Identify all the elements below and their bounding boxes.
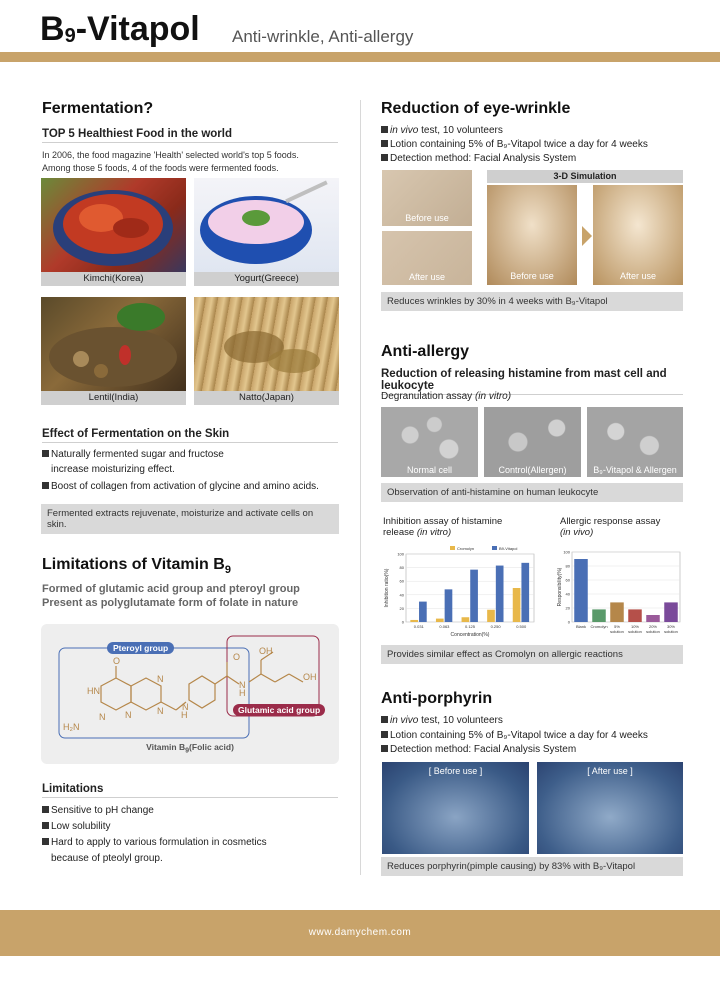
response-bar bbox=[592, 609, 606, 622]
bar-vitapol bbox=[521, 563, 529, 622]
yogurt-photo bbox=[194, 178, 339, 286]
atom-label: OH bbox=[303, 672, 317, 682]
natto-photo bbox=[194, 297, 339, 405]
atom-label: N bbox=[125, 710, 132, 720]
lentil-photo bbox=[41, 297, 186, 405]
bar-cromolyn bbox=[436, 619, 444, 622]
y-tick-label: 20 bbox=[399, 605, 404, 611]
bar-cromolyn bbox=[487, 610, 495, 622]
effect-bullet: Boost of collagen from activation of glycine and amino acids. bbox=[42, 479, 319, 494]
x-tick-label: Blank bbox=[575, 624, 587, 629]
porphyrin-bullet: Lotion containing 5% of B₉-Vitapol twice a day for 4 weeks bbox=[381, 728, 648, 743]
effect-bullet-cont: increase moisturizing effect. bbox=[51, 464, 175, 475]
y-tick-label: 40 bbox=[565, 591, 570, 597]
porphyrin-bullet: in vivo test, 10 volunteers bbox=[381, 713, 503, 728]
fermentation-para-1: In 2006, the food magazine 'Health' selected world's top 5 foods. bbox=[42, 150, 299, 160]
chart2-title: Allergic response assay (in vivo) bbox=[560, 516, 661, 538]
atom-label: OH bbox=[259, 646, 273, 656]
eye-wrinkle-bullet: in vivo test, 10 volunteers bbox=[381, 123, 503, 138]
3d-simulation-title: 3-D Simulation bbox=[487, 170, 683, 183]
y-tick-label: 80 bbox=[565, 563, 570, 569]
histamine-inhibition-chart bbox=[382, 542, 542, 642]
y-tick-label: 80 bbox=[399, 565, 404, 571]
atom-label: N bbox=[239, 680, 246, 690]
plot-area bbox=[572, 552, 680, 622]
porphyrin-after-photo: [ After use ] bbox=[537, 762, 683, 854]
limitations-title: Limitations bbox=[42, 783, 338, 798]
food-caption: Kimchi(Korea) bbox=[41, 272, 186, 286]
atom-label: N bbox=[157, 706, 164, 716]
atom-label: N bbox=[99, 712, 106, 722]
limitation-bullet-cont: because of pteolyl group. bbox=[51, 853, 163, 864]
bar-vitapol bbox=[419, 602, 427, 622]
atom-label: N bbox=[157, 674, 164, 684]
before-use-skin-photo: Before use bbox=[382, 170, 472, 226]
eye-wrinkle-title: Reduction of eye-wrinkle bbox=[381, 100, 571, 117]
y-axis-label: Responsibility(%) bbox=[557, 567, 563, 607]
response-bar bbox=[574, 559, 588, 622]
x-tick-label: 10% bbox=[630, 624, 640, 629]
bar-cromolyn bbox=[462, 617, 470, 622]
atom-label: H bbox=[239, 688, 246, 698]
y-tick-label: 100 bbox=[563, 549, 570, 555]
x-tick-label: 30% bbox=[666, 624, 676, 629]
anti-porphyrin-title: Anti-porphyrin bbox=[381, 690, 493, 707]
limitation-bullet: Sensitive to pH change bbox=[42, 803, 154, 818]
x-tick-label: 0.063 bbox=[439, 624, 450, 629]
3d-after-photo: After use bbox=[593, 185, 683, 285]
x-tick-label: 20% bbox=[648, 624, 658, 629]
degranulation-label: Degranulation assay (in vitro) bbox=[381, 391, 512, 402]
eye-wrinkle-bullet: Lotion containing 5% of B₉-Vitapol twice a day for 4 weeks bbox=[381, 137, 648, 152]
limitation-bullet: Hard to apply to various formulation in cosmetics bbox=[42, 835, 267, 850]
x-tick-label: solution bbox=[664, 629, 678, 634]
response-bar bbox=[610, 602, 624, 622]
control-allergen-photo: Control(Allergen) bbox=[484, 407, 581, 477]
food-caption: Yogurt(Greece) bbox=[194, 272, 339, 286]
chart1-title: Inhibition assay of histamine release (in vitro) bbox=[383, 516, 503, 538]
bar-vitapol bbox=[470, 570, 478, 622]
x-tick-label: 0.031 bbox=[413, 624, 424, 629]
y-tick-label: 0 bbox=[567, 619, 570, 625]
atom-label: HN bbox=[87, 686, 100, 696]
b9-description-1: Formed of glutamic acid group and pteroyl group bbox=[42, 583, 300, 595]
porphyrin-bullet: Detection method: Facial Analysis System bbox=[381, 742, 576, 757]
porphyrin-before-photo: [ Before use ] bbox=[382, 762, 529, 854]
x-tick-label: 0.125 bbox=[464, 624, 476, 629]
y-tick-label: 0 bbox=[401, 619, 404, 625]
limitations-b9-title: Limitations of Vitamin $B_9$ bbox=[42, 556, 231, 577]
anti-allergy-title: Anti-allergy bbox=[381, 343, 470, 360]
y-tick-label: 100 bbox=[397, 551, 404, 557]
bar-vitapol bbox=[445, 589, 453, 622]
vitapol-allergen-photo: B₉-Vitapol & Allergen bbox=[587, 407, 683, 477]
y-tick-label: 60 bbox=[565, 577, 570, 583]
normal-cell-photo: Normal cell bbox=[381, 407, 478, 477]
y-axis-label: Inhibition ratio(%) bbox=[384, 568, 390, 608]
header-accent-bar bbox=[0, 52, 720, 62]
folic-acid-structure bbox=[41, 624, 339, 764]
effect-title: Effect of Fermentation on the Skin bbox=[42, 428, 338, 443]
glutamic-group-label: Glutamic acid group bbox=[233, 704, 325, 716]
y-tick-label: 60 bbox=[399, 578, 404, 584]
food-caption: Natto(Japan) bbox=[194, 391, 339, 405]
top5-subtitle: TOP 5 Healthiest Food in the world bbox=[42, 128, 338, 143]
atom-label: H₂N bbox=[63, 722, 80, 732]
eye-wrinkle-bullet: Detection method: Facial Analysis System bbox=[381, 151, 576, 166]
column-divider bbox=[360, 100, 361, 875]
molecule-caption: Vitamin $B_9(Folic$ acid) bbox=[146, 742, 234, 755]
effect-bullet: Naturally fermented sugar and fructose bbox=[42, 447, 224, 462]
legend-swatch bbox=[450, 546, 455, 550]
x-tick-label: Cromolyn bbox=[590, 624, 608, 629]
b9-description-2: Present as polyglutamate form of folate in nature bbox=[42, 597, 299, 609]
brand-title: $B_9$-Vitapol bbox=[40, 10, 200, 48]
x-axis-label: Concentration(%) bbox=[450, 632, 490, 638]
limitation-bullet: Low solubility bbox=[42, 819, 110, 834]
pteroyl-group-label: Pteroyl group bbox=[107, 642, 174, 654]
anti-allergy-subtitle: Reduction of releasing histamine from mast cell and leukocyte bbox=[381, 368, 683, 395]
page-footer bbox=[0, 910, 720, 956]
response-bar bbox=[628, 609, 642, 622]
website-link[interactable]: www.damychem.com bbox=[308, 927, 412, 938]
x-tick-label: 5% bbox=[614, 624, 620, 629]
porphyrin-result-note: Reduces porphyrin(pimple causing) by 83% with B₉-Vitapol bbox=[381, 857, 683, 876]
brand-tagline: Anti-wrinkle, Anti-allergy bbox=[232, 27, 414, 46]
allergic-response-chart bbox=[556, 542, 684, 642]
x-tick-label: solution bbox=[628, 629, 642, 634]
y-tick-label: 40 bbox=[399, 592, 404, 598]
x-tick-label: 0.250 bbox=[490, 624, 501, 629]
x-tick-label: solution bbox=[610, 629, 624, 634]
arrow-right-icon bbox=[582, 226, 592, 246]
legend-label: Cromolyn bbox=[457, 546, 475, 551]
y-tick-label: 20 bbox=[565, 605, 570, 611]
bar-cromolyn bbox=[513, 588, 521, 622]
x-tick-label: solution bbox=[646, 629, 660, 634]
atom-label: O bbox=[113, 656, 121, 666]
atom-label: N bbox=[182, 702, 189, 712]
kimchi-photo bbox=[41, 178, 186, 286]
atom-label: H bbox=[181, 710, 188, 720]
response-bar bbox=[646, 615, 660, 622]
fermentation-note: Fermented extracts rejuvenate, moisturize and activate cells on skin. bbox=[41, 504, 339, 534]
response-bar bbox=[664, 602, 678, 622]
leukocyte-observation-note: Observation of anti-histamine on human leukocyte bbox=[381, 483, 683, 502]
fermentation-para-2: Among those 5 foods, 4 of the foods were fermented foods. bbox=[42, 163, 279, 173]
x-tick-label: 0.500 bbox=[516, 624, 527, 629]
cromolyn-note: Provides similar effect as Cromolyn on allergic reactions bbox=[381, 645, 683, 664]
fermentation-title: Fermentation? bbox=[42, 100, 154, 117]
food-caption: Lentil(India) bbox=[41, 391, 186, 405]
bar-cromolyn bbox=[410, 620, 418, 622]
legend-swatch bbox=[492, 546, 497, 550]
3d-before-photo: Before use bbox=[487, 185, 577, 285]
atom-label: O bbox=[233, 652, 241, 662]
bar-vitapol bbox=[496, 566, 504, 622]
legend-label: B9-Vitapol bbox=[499, 546, 518, 551]
wrinkle-result-note: Reduces wrinkles by 30% in 4 weeks with B₉-Vitapol bbox=[381, 292, 683, 311]
after-use-skin-photo: After use bbox=[382, 231, 472, 285]
